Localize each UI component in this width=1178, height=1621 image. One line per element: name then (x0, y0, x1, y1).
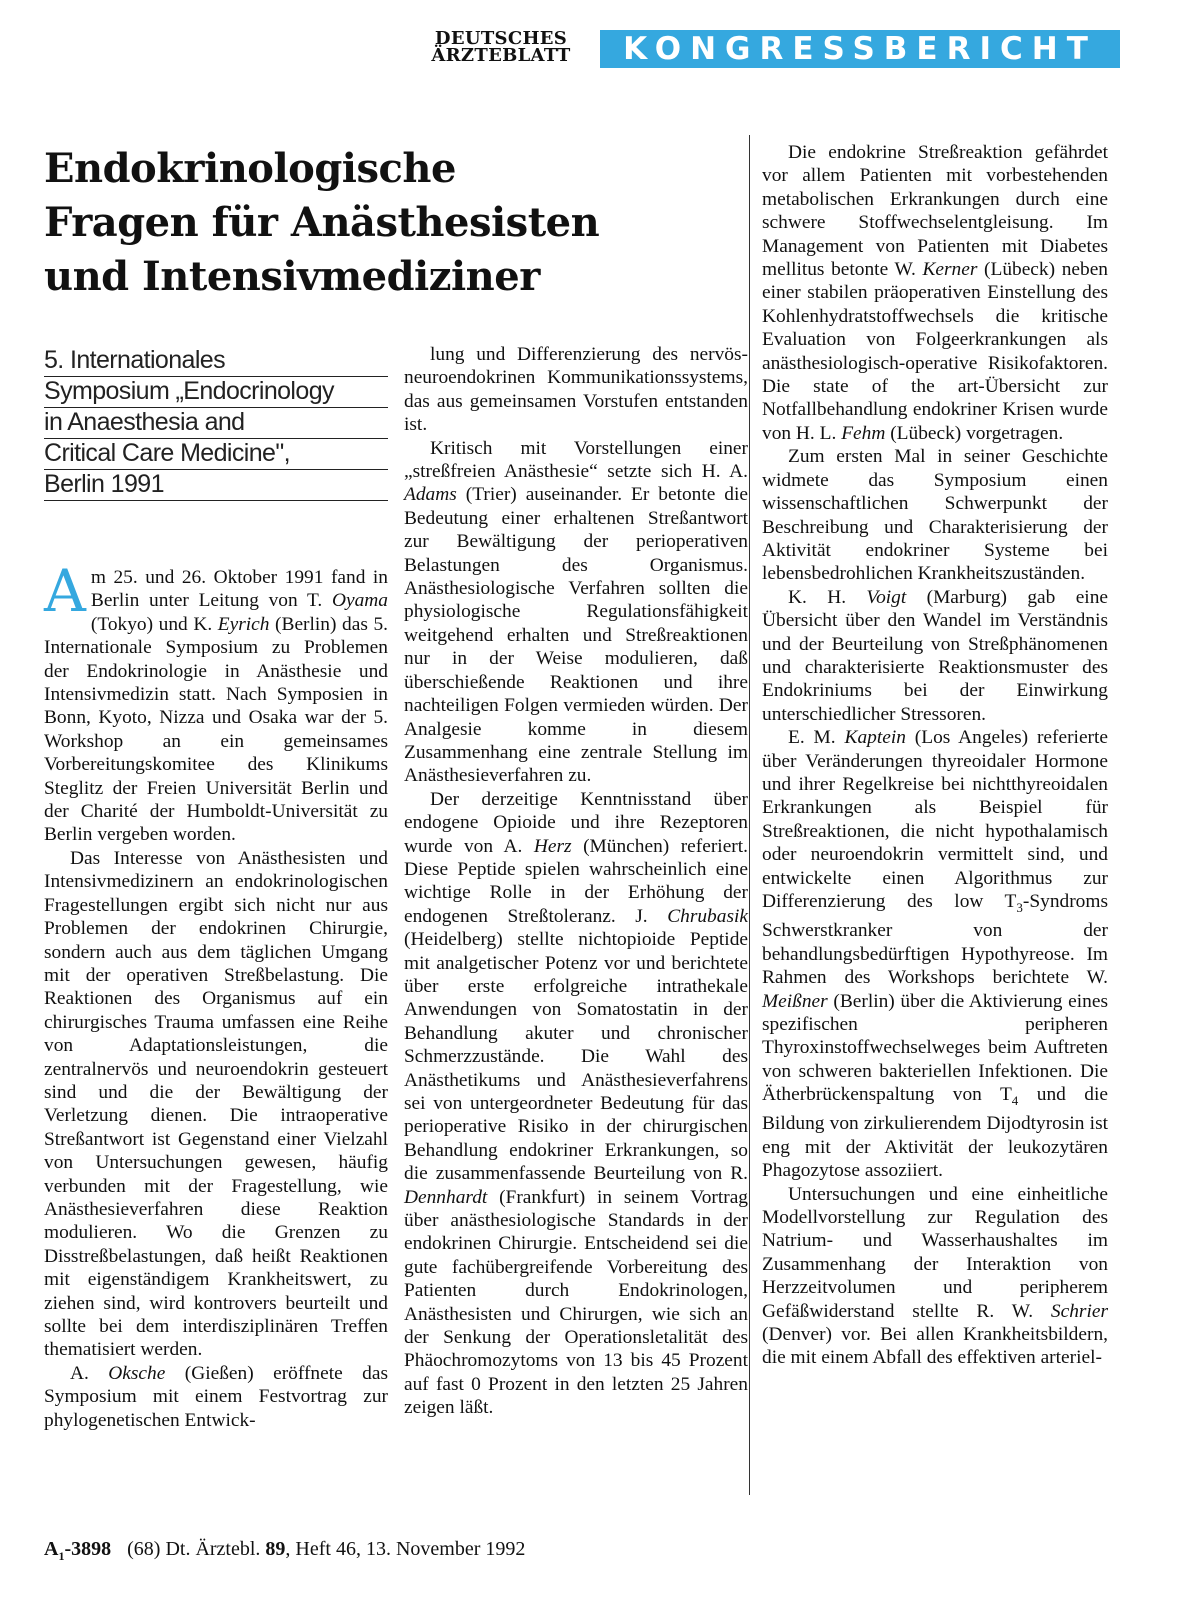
article-title (44, 142, 724, 304)
paragraph: E. M. Kaptein (Los Angeles) referierte über Veränderungen thyreoidaler Hormone und ihrer Regelkreise bei nichtthyreoidalen Erkrankungen als Beispiel für Streßreaktionen, die nicht hypothalamisch oder neuroendokrin vermittelt sind, und entwickelte einen Algorithmus zur Differenzierung des low $T_3$-Syndroms Schwerstkranker von der behandlungsbedürftigen Hypothyreose. Im Rahmen des Workshops berichtete W. Meißner (Berlin) über die Aktivierung eines spezifischen peripheren Thyroxinstoffwechselweges beim Auftreten von schweren bakteriellen Infektionen. Die Ätherbrückenspaltung von $T_4$ und die Bildung von zirkulierendem Dijodtyrosin ist eng mit der Aktivität der leukozytären Phagozytose assoziiert. (762, 727, 1109, 1182)
subtitle-line: in Anaesthesia and (44, 408, 388, 439)
column-2 (404, 343, 748, 1420)
subtitle-line: Symposium „Endocrinology (44, 377, 388, 408)
subtitle-line: Critical Care Medicine", (44, 439, 388, 470)
masthead-line1: DEUTSCHES (434, 28, 568, 49)
paragraph: Am 25. und 26. Oktober 1991 fand in Berlin unter Leitung von T. Oyama (Tokyo) und K. Eyrich (Berlin) das 5. Internationale Symposium zu Problemen der Endokrinologie in Anästhesie und Intensivmedizin statt. Nach Symposien in Bonn, Kyoto, Nizza und Osaka war der 5. Workshop an ein gemeinsames Vorbereitungskomitee des Klinikums Steglitz der Freien Universität Berlin und der Charité der Humboldt-Universität zu Berlin vergeben worden. (44, 557, 388, 846)
subtitle-line: 5. Internationales (44, 346, 388, 377)
drop-cap: A (44, 557, 86, 625)
column-divider (749, 135, 750, 1495)
subtitle-line: Berlin 1991 (44, 470, 388, 501)
paragraph: Zum ersten Mal in seiner Geschichte widmete das Symposium einen wissenschaftlichen Schwerpunkt der Beschreibung und Charakterisierung der Aktivität endokriner Systeme bei lebensbedrohlichen Krankheitszuständen. (762, 446, 1108, 585)
page-code: $A_1-3898$ (44, 1538, 112, 1563)
issue-post: , Heft 46, 13. November 1992 (285, 1538, 526, 1560)
paragraph: Untersuchungen und eine einheitliche Modellvorstellung zur Regulation des Natrium- und Wasserhaushaltes im Zusammenhang der Interaktion von Herzzeitvolumen und peripherem Gefäßwiderstand stellte R. W. Schrier (Denver) vor. Bei allen Krankheitsbildern, die mit einem Abfall des effektiven arteriel- (762, 1183, 1108, 1369)
paragraph: Der derzeitige Kenntnisstand über endogene Opioide und ihre Rezeptoren wurde von A. Herz (München) referiert. Diese Peptide spielen wahrscheinlich eine wichtige Rolle in der Erhöhung der endogenen Streßtoleranz. J. Chrubasik (Heidelberg) stellte nichtopioide Peptide mit analgetischer Potenz vor und berichtete über erste erfolgreiche intrathekale Anwendungen von Somatostatin in der Behandlung akuter und chronischer Schmerzzustände. Die Wahl des Anästhetikums und Anästhesieverfahrens sei von untergeordneter Bedeutung für das perioperative Risiko in der chirurgischen Behandlung endokriner Erkrankungen, so die zusammenfassende Beurteilung von R. Dennhardt (Frankfurt) in seinem Vortrag über anästhesiologische Standards in der endokrinen Chirurgie. Entscheidend sei die gute fachübergreifende Vorbereitung des Patienten durch Endokrinologen, Anästhesisten und Chirurgen, wie sich an der Senkung der Operationsletalität des Phäochromozytoms von 13 bis 45 Prozent auf fast 0 Prozent in den letzten 25 Jahren zeigen läßt. (404, 788, 748, 1419)
paragraph: lung und Differenzierung des nervös-neuroendokrinen Kommunikationssystems, das aus gemeinsamen Vorstufen entstanden ist. (404, 344, 748, 436)
page-footer (44, 1538, 744, 1564)
paragraph: Kritisch mit Vorstellungen einer „streßfreien Anästhesie“ setzte sich H. A. Adams (Trier) auseinander. Er betonte die Bedeutung einer erhaltenen Streßantwort zur Bewältigung der perioperativen Belastungen des Organismus. Anästhesiologische Verfahren sollten die physiologische Regulationsfähigkeit weitgehend erhalten und Streßreaktionen nur in der Weise modulieren, daß überschießende Reaktionen und ihre nachteiligen Folgen vermieden würden. Der Analgesie komme in diesem Zusammenhang eine zentrale Stellung im Anästhesieverfahren zu. (404, 437, 748, 787)
column-3 (762, 141, 1108, 1370)
paragraph: Das Interesse von Anästhesisten und Intensivmedizinern an endokrinologischen Fragestellungen ergibt sich nicht nur aus Problemen der endokrinen Chirurgie, sondern auch aus dem täglichen Umgang mit der operativen Streßbelastung. Die Reaktionen des Organismus auf ein chirurgisches Trauma umfassen eine Reihe von Adaptationsleistungen, die zentralnervös und neuroendokrin gesteuert sind und die der Bewältigung der Verletzung dienen. Die intraoperative Streßantwort ist Gegenstand einer Vielzahl von Untersuchungen gewesen, häufig verbunden mit der Fragestellung, wie Anästhesieverfahren diese Reaktion modulieren. Wo die Grenzen zu Disstreßbelastungen, daß heißt Reaktionen mit eigenständigem Krankheitswert, zu ziehen sind, wird kontrovers beurteilt und sollte bei dem interdisziplinären Treffen thematisiert werden. (44, 847, 388, 1361)
volume: 89 (265, 1538, 286, 1560)
paragraph: A. Oksche (Gießen) eröffnete das Symposium mit einem Festvortrag zur phylogenetischen Entwick- (44, 1362, 389, 1431)
title-line: Fragen für Anästhesisten (44, 199, 600, 246)
section-banner: KONGRESSBERICHT (600, 30, 1120, 68)
article-subtitle (44, 346, 388, 501)
masthead-line2: ÄRZTEBLATT (431, 45, 571, 66)
title-line: und Intensivmediziner (44, 253, 540, 300)
issue-pre: (68) Dt. Ärztebl. (127, 1538, 266, 1560)
title-line: Endokrinologische (44, 145, 456, 192)
column-1 (44, 557, 389, 1432)
masthead-logo (412, 30, 590, 64)
paragraph: Die endokrine Streßreaktion gefährdet vor allem Patienten mit vorbestehenden metabolischen Erkrankungen durch eine schwere Stoffwechselentgleisung. Im Management von Patienten mit Diabetes mellitus betonte W. Kerner (Lübeck) neben einer stabilen präoperativen Einstellung des Kohlenhydratstoffwechsels die kritische Evaluation von Folgeerkrankungen als anästhesiologisch-operative Risikofaktoren. Die state of the art-Übersicht zur Notfallbehandlung endokriner Krisen wurde von H. L. Fehm (Lübeck) vorgetragen. (762, 142, 1108, 444)
paragraph: K. H. Voigt (Marburg) gab eine Übersicht über den Wandel im Verständnis und der Beurteilung von Streßphänomenen und charakterisierte Reaktionsmuster des Endokriniums bei der Einwirkung unterschiedlicher Stressoren. (762, 586, 1108, 725)
